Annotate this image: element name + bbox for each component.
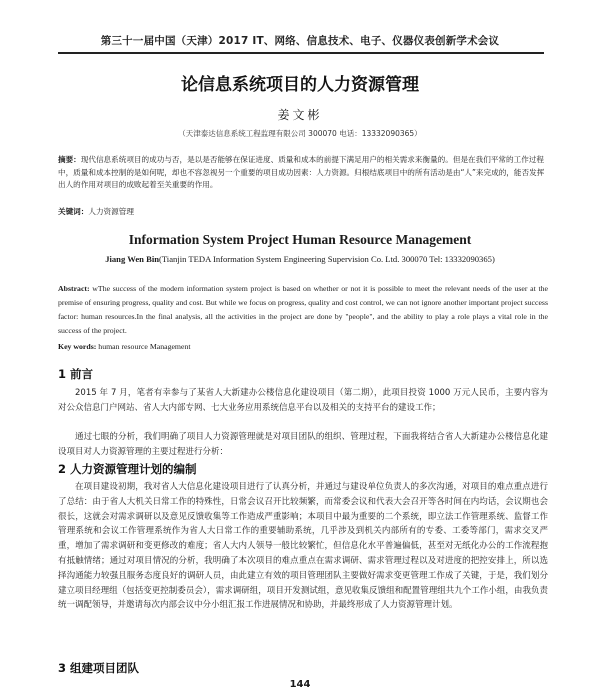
page-number: 144: [289, 679, 311, 690]
keywords-en-text: human resource Management: [96, 342, 191, 351]
section-1-paragraph-2: 通过七眼的分析，我们明确了项目人力资源管理就是对项目团队的组织、管理过程，下面我将结合省人大新建办公楼信息化建设项目对人力资源管理的主要过程进行分析：: [58, 432, 548, 457]
keywords-cn-label: 关键词：: [58, 207, 89, 216]
author-en-name: Jiang Wen Bin: [105, 254, 159, 264]
title-en: Information System Project Human Resource Management: [128, 232, 472, 247]
keywords-cn-text: 人力资源管理: [88, 207, 134, 216]
abstract-en-text: wThe success of the modern information system project is based on whether or not it is possible to meet the relevant needs of the user at the premise of ensuring progress, quality and cost. But while we focus on progress, quality and cost control, we can not ignore another important project success factor: human resources.In the final analysis, all the activities in the project are done by "people", and the ability to play a role plays a vital role in the success of the project.: [58, 284, 548, 335]
author-cn: 姜文彬: [277, 108, 323, 122]
paper-title: 论信息系统项目的人力资源管理: [181, 75, 419, 95]
keywords-en-label: Key words:: [58, 342, 97, 351]
keywords-en: [58, 342, 548, 351]
abstract-en: [58, 282, 548, 338]
section-heading-3: 3 组建项目团队: [58, 661, 140, 675]
section-heading-1: 1 前言: [58, 367, 94, 381]
running-head: 第三十一届中国（天津）2017 IT、网络、信息技术、电子、仪器仪表创新学术会议: [100, 35, 500, 47]
affiliation-cn: （天津泰达信息系统工程监理有限公司 300070 电话：13332090365）: [178, 129, 422, 138]
abstract-cn-label: 摘要：: [58, 155, 81, 164]
abstract-cn-text: 现代信息系统项目的成功与否，是以是否能够在保证进度、质量和成本的前提下满足用户的相关需求来衡量的。但是在我们平常的工作过程中，质量和成本控制的是如何呢，却也不容忽视另一个重要的项目成功因素：人力资源。归根结底项目中的所有活动是由“人”来完成的，能否发挥出人的作用对项目的成败起着至关重要的作用。: [58, 155, 545, 189]
author-en-affiliation: (Tianjin TEDA Information System Engineering Supervision Co. Ltd. 300070 Tel: 13332090365): [159, 254, 495, 264]
abstract-en-label: Abstract:: [58, 284, 90, 293]
header-rule: [58, 52, 544, 54]
abstract-cn: [58, 154, 548, 192]
section-1-paragraph-1: 2015 年 7 月，笔者有幸参与了某省人大新建办公楼信息化建设项目（第二期），此项目投资 1000 万元人民币，主要内容为对公众信息门户网站、省人大内部专网、七大业务应用系统信息平台以及相关的支持平台的建设工作；: [58, 388, 548, 413]
section-2-paragraph-1: 在项目建设初期，我对省人大信息化建设项目进行了认真分析，并通过与建设单位负责人的多次沟通，对项目的难点重点进行了总结：由于省人大机关日常工作的特殊性，日常会议召开比较频繁，而常委会议和代表大会召开等各时间在内均话，会议期也会很长，这就会对需求调研以及意见反馈收集等工作造成严重影响；本项目中最为重要的二个系统，即立法工作管理系统、监督工作管理系统和会议工作管理系统作为省人大日常工作的重要辅助系统，几乎涉及到机关内部所有的专委、工委等部门，需求交叉严重，增加了需求调研和变更修改的难度；省人大内人领导一般比较繁忙，但信息化水平普遍偏低，甚至对无纸化办公的工作流程抱有抵触情绪；通过对项目情况的分析，我明确了本次项目的难点重点在需求调研、需求管理过程以及对进度的把控安排上，所以选择沟通能力较强且服务态度良好的调研人员，由此建立有效的项目管理团队主要做好需求变更管理工作成了关键，于是，我们划分建立项目经理组（包括变更控制委员会），需求调研组，项目开发测试组，意见收集反馈组和配置管理组共九个工作小组，由我负责统一调配领导，并邀请每次内部会议中分小组汇报工作进展情况和协助，并最终形成了人力资源管理计划。: [58, 482, 548, 611]
keywords-cn: [58, 206, 548, 217]
section-heading-2: 2 人力资源管理计划的编制: [58, 462, 197, 476]
author-en: [0, 254, 600, 264]
